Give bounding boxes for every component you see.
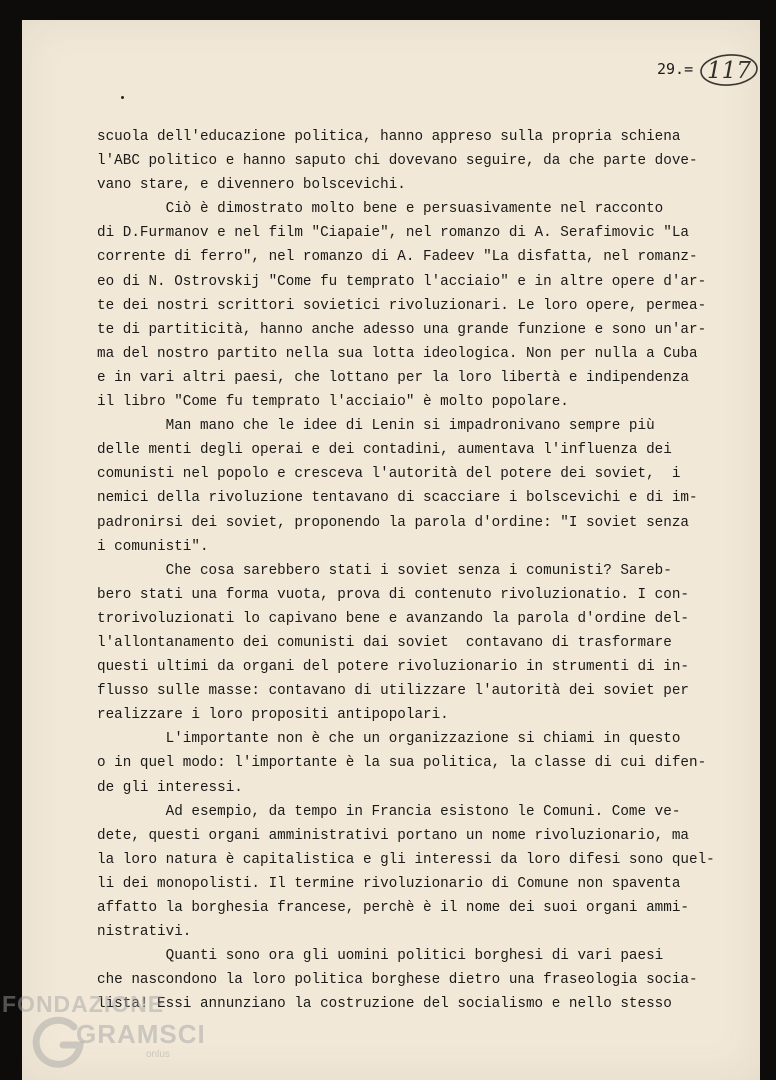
text-line: eo di N. Ostrovskij "Come fu temprato l'acciaio" e in altre opere d'ar-: [97, 273, 707, 290]
handwritten-number-text: 117: [707, 58, 751, 84]
text-line: affatto la borghesia francese, perchè è il nome dei suoi organi ammi-: [97, 900, 689, 916]
ink-mark: [121, 96, 124, 99]
document-page: [22, 20, 760, 1080]
text-line: L'importante non è che un organizzazione si chiami in questo: [97, 731, 681, 748]
text-line: scuola dell'educazione politica, hanno appreso sulla propria schiena: [97, 129, 681, 145]
text-line: l'ABC politico e hanno saputo chi dovevano seguire, da che parte dove-: [97, 153, 698, 170]
text-line: i comunisti".: [97, 538, 209, 555]
text-line: li dei monopolisti. Il termine rivoluzionario di Comune non spaventa: [97, 875, 681, 892]
text-line: flusso sulle masse: contavano di utilizzare l'autorità dei soviet per: [97, 683, 689, 700]
text-line: o in quel modo: l'importante è la sua politica, la classe di cui difen-: [97, 755, 707, 772]
text-line: bero stati una forma vuota, prova di contenuto rivoluzionatio. I con-: [97, 586, 689, 603]
text-line: dete, questi organi amministrativi portano un nome rivoluzionario, ma: [97, 827, 689, 844]
watermark: [0, 985, 220, 1080]
text-line: te dei nostri scrittori sovietici rivoluzionari. Le loro opere, permea-: [97, 297, 707, 314]
text-line: trorivoluzionati lo capivano bene e avanzando la parola d'ordine del-: [97, 610, 689, 627]
text-line: il libro "Come fu temprato l'acciaio" è molto popolare.: [97, 394, 569, 411]
text-line: nemici della rivoluzione tentavano di scacciare i bolscevichi e di im-: [97, 490, 698, 507]
text-line: l'allontanamento dei comunisti dai soviet contavano di trasformare: [97, 634, 672, 651]
text-line: Ciò è dimostrato molto bene e persuasivamente nel racconto: [97, 201, 664, 218]
handwritten-page-number: [698, 52, 760, 88]
text-line: Man mano che le idee di Lenin si impadronivano sempre più: [97, 418, 655, 435]
text-line: questi ultimi da organi del potere rivoluzionario in strumenti di in-: [97, 659, 689, 676]
text-line: la loro natura è capitalistica e gli interessi da loro difesi sono quel-: [97, 851, 715, 868]
text-line: Ad esempio, da tempo in Francia esistono le Comuni. Come ve-: [97, 803, 681, 820]
text-line: te di partiticità, hanno anche adesso una grande funzione e sono un'ar-: [97, 321, 707, 338]
text-line: Che cosa sarebbero stati i soviet senza i comunisti? Sareb-: [97, 562, 672, 579]
page-number: 29.=: [657, 60, 694, 78]
text-line: corrente di ferro", nel romanzo di A. Fadeev "La disfatta, nel romanz-: [97, 249, 698, 266]
text-line: de gli interessi.: [97, 779, 243, 796]
text-line: lista! Essi annunziano la costruzione del socialismo e nello stesso: [97, 996, 672, 1013]
text-line: di D.Furmanov e nel film "Ciapaie", nel romanzo di A. Serafimovic "La: [97, 225, 689, 242]
text-line: padronirsi dei soviet, proponendo la parola d'ordine: "I soviet senza: [97, 514, 689, 531]
text-line: delle menti degli operai e dei contadini, aumentava l'influenza dei: [97, 442, 672, 459]
watermark-suffix: onlus: [146, 1049, 170, 1060]
text-line: Quanti sono ora gli uomini politici borghesi di vari paesi: [97, 948, 664, 965]
text-line: realizzare i loro propositi antipopolari.: [97, 707, 449, 724]
text-line: che nascondono la loro politica borghese dietro una fraseologia socia-: [97, 972, 698, 989]
text-line: nistrativi.: [97, 924, 192, 941]
body-text: [97, 125, 715, 1016]
text-line: e in vari altri paesi, che lottano per la loro libertà e indipendenza: [97, 369, 689, 386]
text-line: vano stare, e divennero bolscevichi.: [97, 177, 406, 194]
text-line: comunisti nel popolo e cresceva l'autorità del potere dei soviet, i: [97, 466, 681, 483]
watermark-line1: FONDAZIONE: [2, 991, 165, 1017]
text-line: ma del nostro partito nella sua lotta ideologica. Non per nulla a Cuba: [97, 345, 698, 362]
watermark-line2: GRAMSCI: [76, 1019, 206, 1049]
